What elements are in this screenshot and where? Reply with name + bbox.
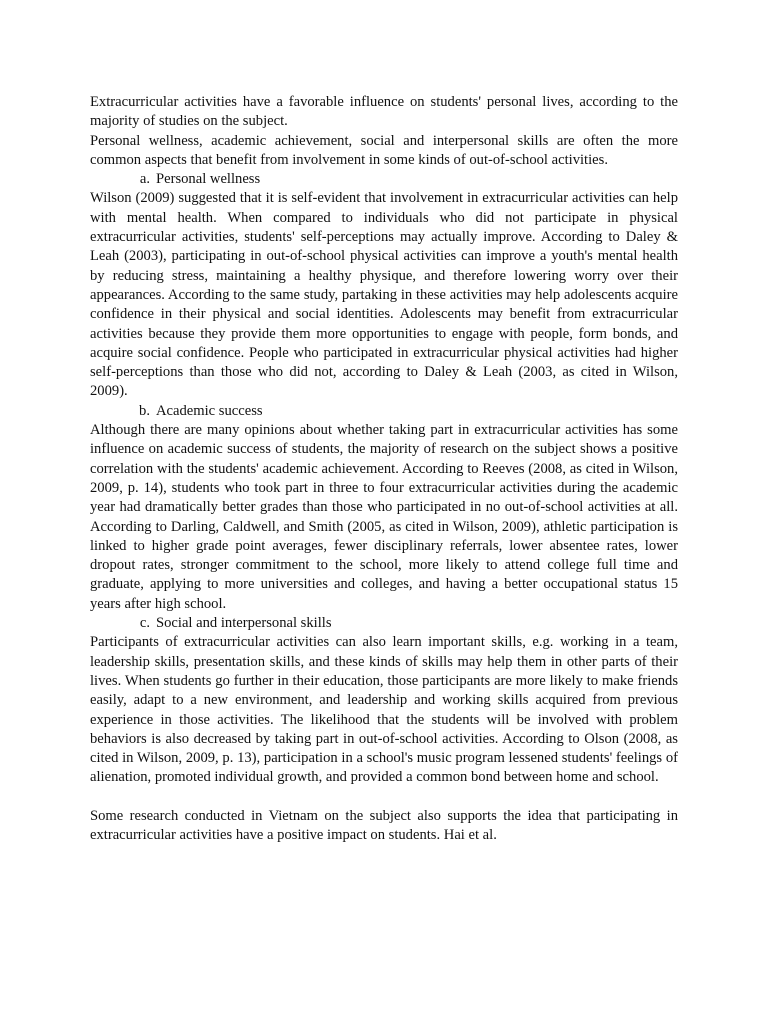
intro-paragraph-2: Personal wellness, academic achievement, social and interpersonal skills are often the more common aspects that benefit from involvement in some kinds of out-of-school activities.: [90, 132, 678, 168]
section-heading-personal-wellness: [90, 170, 678, 189]
section-title: Personal wellness: [156, 171, 261, 188]
section-marker: b.: [139, 402, 150, 419]
section-marker: a.: [139, 171, 150, 188]
section-marker: c.: [139, 615, 150, 632]
closing-paragraph: Some research conducted in Vietnam on the subject also supports the idea that participating in extracurricular activities have a positive impact on students. Hai et al.: [90, 807, 678, 844]
section-body-personal-wellness: Wilson (2009) suggested that it is self-evident that involvement in extracurricular activities can help with mental health. When compared to individuals who did not participate in physical extracurricular activities, students' self-perceptions may actually improve. According to Daley & Leah (2003), participating in out-of-school physical activities can improve a youth's mental health by reducing stress, maintaining a healthy physique, and therefore lowering worry over their appearances. According to the same study, partaking in these activities may help adolescents acquire confidence in their physical and social identities. Adolescents may benefit from extracurricular activities because they provide them more opportunities to engage with people, form bonds, and acquire social confidence. People who participated in extracurricular physical activities had higher self-perceptions than those who did not, according to Daley & Leah (2003, as cited in Wilson, 2009).: [90, 190, 678, 400]
section-body-social-skills: Participants of extracurricular activities can also learn important skills, e.g. working in a team, leadership skills, presentation skills, and these kinds of skills may help them in other parts of their lives. When students go further in their education, those participants are more likely to make friends easily, adapt to a new environment, and leadership and working skills acquired from previous experience in those activities. The likelihood that the students will be involved with problem behaviors is also decreased by taking part in out-of-school activities. According to Olson (2008, as cited in Wilson, 2009, p. 13), participation in a school's music program lessened students' feelings of alienation, promoted individual growth, and provided a common bond between home and school.: [90, 634, 678, 786]
section-title: Academic success: [156, 402, 263, 419]
section-title: Social and interpersonal skills: [156, 615, 332, 632]
section-heading-academic-success: [90, 402, 678, 421]
document-page: [90, 93, 678, 846]
paragraph-gap: [90, 788, 678, 807]
section-body-academic-success: Although there are many opinions about whether taking part in extracurricular activities has some influence on academic success of students, the majority of research on the subject shows a positive correlation with the students' academic achievement. According to Reeves (2008, as cited in Wilson, 2009, p. 14), students who took part in three to four extracurricular activities during the academic year had dramatically better grades than those who participated in no out-of-school activities at all. According to Darling, Caldwell, and Smith (2005, as cited in Wilson, 2009), athletic participation is linked to higher grade point averages, fewer disciplinary referrals, lower absentee rates, lower dropout rates, stronger commitment to the school, more likely to attend college full time and graduate, applying to more universities and colleges, and having a better occupational status 15 years after high school.: [90, 422, 678, 612]
section-heading-social-skills: [90, 614, 678, 633]
intro-paragraph-1: Extracurricular activities have a favorable influence on students' personal lives, according to the majority of studies on the subject.: [90, 94, 678, 130]
